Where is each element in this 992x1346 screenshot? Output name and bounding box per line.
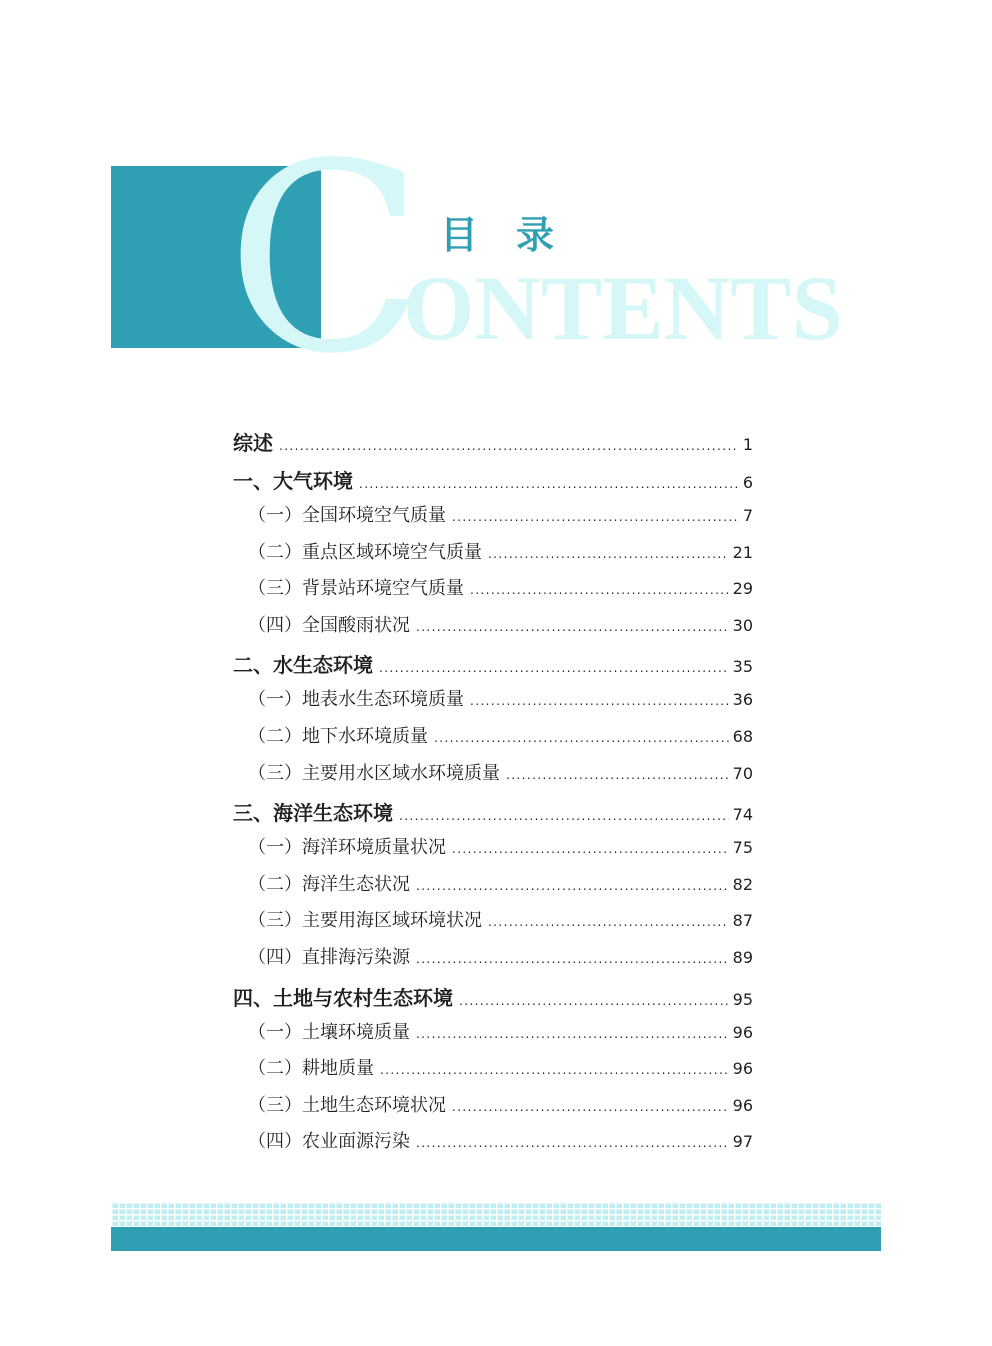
toc-chapter-entry[interactable] bbox=[233, 463, 753, 501]
toc-entry-title: （二）海洋生态状况 bbox=[248, 873, 410, 895]
toc-leader-dots bbox=[279, 439, 739, 453]
toc-entry-title: （四）农业面源污染 bbox=[248, 1131, 410, 1153]
toc-section-entry[interactable] bbox=[233, 1091, 753, 1128]
toc-entry-page-number: 96 bbox=[732, 1095, 753, 1115]
toc-entry-page-number: 70 bbox=[732, 763, 753, 783]
toc-leader-dots bbox=[416, 620, 729, 634]
toc-entry-page-number: 82 bbox=[732, 874, 753, 894]
toc-entry-title: （三）背景站环境空气质量 bbox=[248, 578, 464, 600]
toc-leader-dots bbox=[452, 510, 739, 524]
toc-leader-dots bbox=[416, 1136, 729, 1150]
toc-entry-title: （一）全国环境空气质量 bbox=[248, 505, 446, 526]
toc-entry-page-number: 95 bbox=[732, 989, 753, 1009]
toc-leader-dots bbox=[488, 547, 729, 561]
toc-section-entry[interactable] bbox=[233, 722, 753, 759]
toc-section-entry[interactable] bbox=[233, 870, 753, 907]
toc-entry-page-number: 36 bbox=[732, 690, 753, 710]
toc-entry-page-number: 96 bbox=[732, 1059, 753, 1079]
toc-entry-page-number: 6 bbox=[742, 473, 753, 492]
contents-big-letter: C bbox=[226, 109, 425, 411]
decorative-grid-band bbox=[111, 1202, 881, 1227]
decorative-bottom-bar bbox=[111, 1227, 881, 1251]
toc-entry-page-number: 75 bbox=[732, 838, 753, 858]
toc-section-entry[interactable] bbox=[233, 1018, 753, 1055]
toc-entry-page-number: 7 bbox=[742, 506, 753, 525]
toc-leader-dots bbox=[399, 809, 729, 823]
toc-entry-title: （一）土壤环境质量 bbox=[248, 1021, 410, 1043]
toc-leader-dots bbox=[488, 915, 729, 929]
toc-entry-page-number: 1 bbox=[742, 435, 753, 454]
toc-section-entry[interactable] bbox=[233, 1054, 753, 1091]
toc-entry-title: （三）主要用海区域环境状况 bbox=[248, 910, 482, 932]
toc-leader-dots bbox=[379, 661, 729, 675]
toc-entry-page-number: 68 bbox=[732, 726, 753, 746]
toc-entry-title: （三）主要用水区域水环境质量 bbox=[248, 762, 500, 784]
toc-entry-page-number: 97 bbox=[732, 1132, 753, 1152]
toc-chapter-entry[interactable] bbox=[233, 647, 753, 685]
toc-entry-title: （四）全国酸雨状况 bbox=[248, 614, 410, 636]
toc-entry-page-number: 29 bbox=[732, 579, 753, 599]
toc-entry-page-number: 21 bbox=[732, 542, 753, 562]
toc-leader-dots bbox=[380, 1063, 729, 1077]
toc-entry-title: 四、土地与农村生态环境 bbox=[233, 985, 453, 1010]
toc-entry-title: （一）海洋环境质量状况 bbox=[248, 837, 446, 859]
toc-section-entry[interactable] bbox=[233, 685, 753, 722]
contents-word-rest: ONTENTS bbox=[403, 257, 843, 359]
toc-entry-title: 综述 bbox=[233, 431, 273, 455]
toc-leader-dots bbox=[416, 879, 729, 893]
toc-entry-title: 三、海洋生态环境 bbox=[233, 801, 393, 826]
toc-entry-title: （一）地表水生态环境质量 bbox=[248, 689, 464, 711]
toc-entry-title: （二）地下水环境质量 bbox=[248, 725, 428, 747]
toc-entry-title: 一、大气环境 bbox=[233, 469, 353, 493]
table-of-contents bbox=[233, 425, 753, 1164]
toc-leader-dots bbox=[452, 1100, 729, 1114]
toc-section-entry[interactable] bbox=[233, 574, 753, 611]
toc-chapter-entry[interactable] bbox=[233, 980, 753, 1018]
toc-chapter-entry[interactable] bbox=[233, 425, 753, 463]
toc-section-entry[interactable] bbox=[233, 1127, 753, 1164]
toc-entry-page-number: 30 bbox=[732, 615, 753, 635]
toc-section-entry[interactable] bbox=[233, 611, 753, 648]
toc-entry-title: （三）土地生态环境状况 bbox=[248, 1094, 446, 1116]
toc-leader-dots bbox=[506, 768, 729, 782]
toc-entry-page-number: 74 bbox=[732, 805, 753, 825]
toc-entry-page-number: 87 bbox=[732, 911, 753, 931]
toc-entry-title: （二）耕地质量 bbox=[248, 1058, 374, 1080]
toc-entry-page-number: 89 bbox=[732, 947, 753, 967]
toc-entry-title: （四）直排海污染源 bbox=[248, 946, 410, 968]
toc-leader-dots bbox=[470, 694, 729, 708]
toc-section-entry[interactable] bbox=[233, 833, 753, 870]
toc-leader-dots bbox=[416, 952, 729, 966]
toc-section-entry[interactable] bbox=[233, 538, 753, 575]
toc-leader-dots bbox=[416, 1027, 729, 1041]
toc-leader-dots bbox=[359, 477, 739, 491]
toc-leader-dots bbox=[452, 842, 729, 856]
toc-section-entry[interactable] bbox=[233, 501, 753, 538]
toc-section-entry[interactable] bbox=[233, 759, 753, 796]
toc-entry-title: （二）重点区域环境空气质量 bbox=[248, 541, 482, 563]
toc-entry-page-number: 96 bbox=[732, 1022, 753, 1042]
toc-chapter-entry[interactable] bbox=[233, 795, 753, 833]
toc-entry-title: 二、水生态环境 bbox=[233, 653, 373, 678]
toc-section-entry[interactable] bbox=[233, 906, 753, 943]
toc-entry-page-number: 35 bbox=[732, 657, 753, 677]
toc-leader-dots bbox=[434, 731, 729, 745]
page-title: 目录 bbox=[440, 213, 593, 257]
toc-leader-dots bbox=[470, 583, 729, 597]
toc-section-entry[interactable] bbox=[233, 943, 753, 980]
toc-leader-dots bbox=[459, 994, 729, 1008]
